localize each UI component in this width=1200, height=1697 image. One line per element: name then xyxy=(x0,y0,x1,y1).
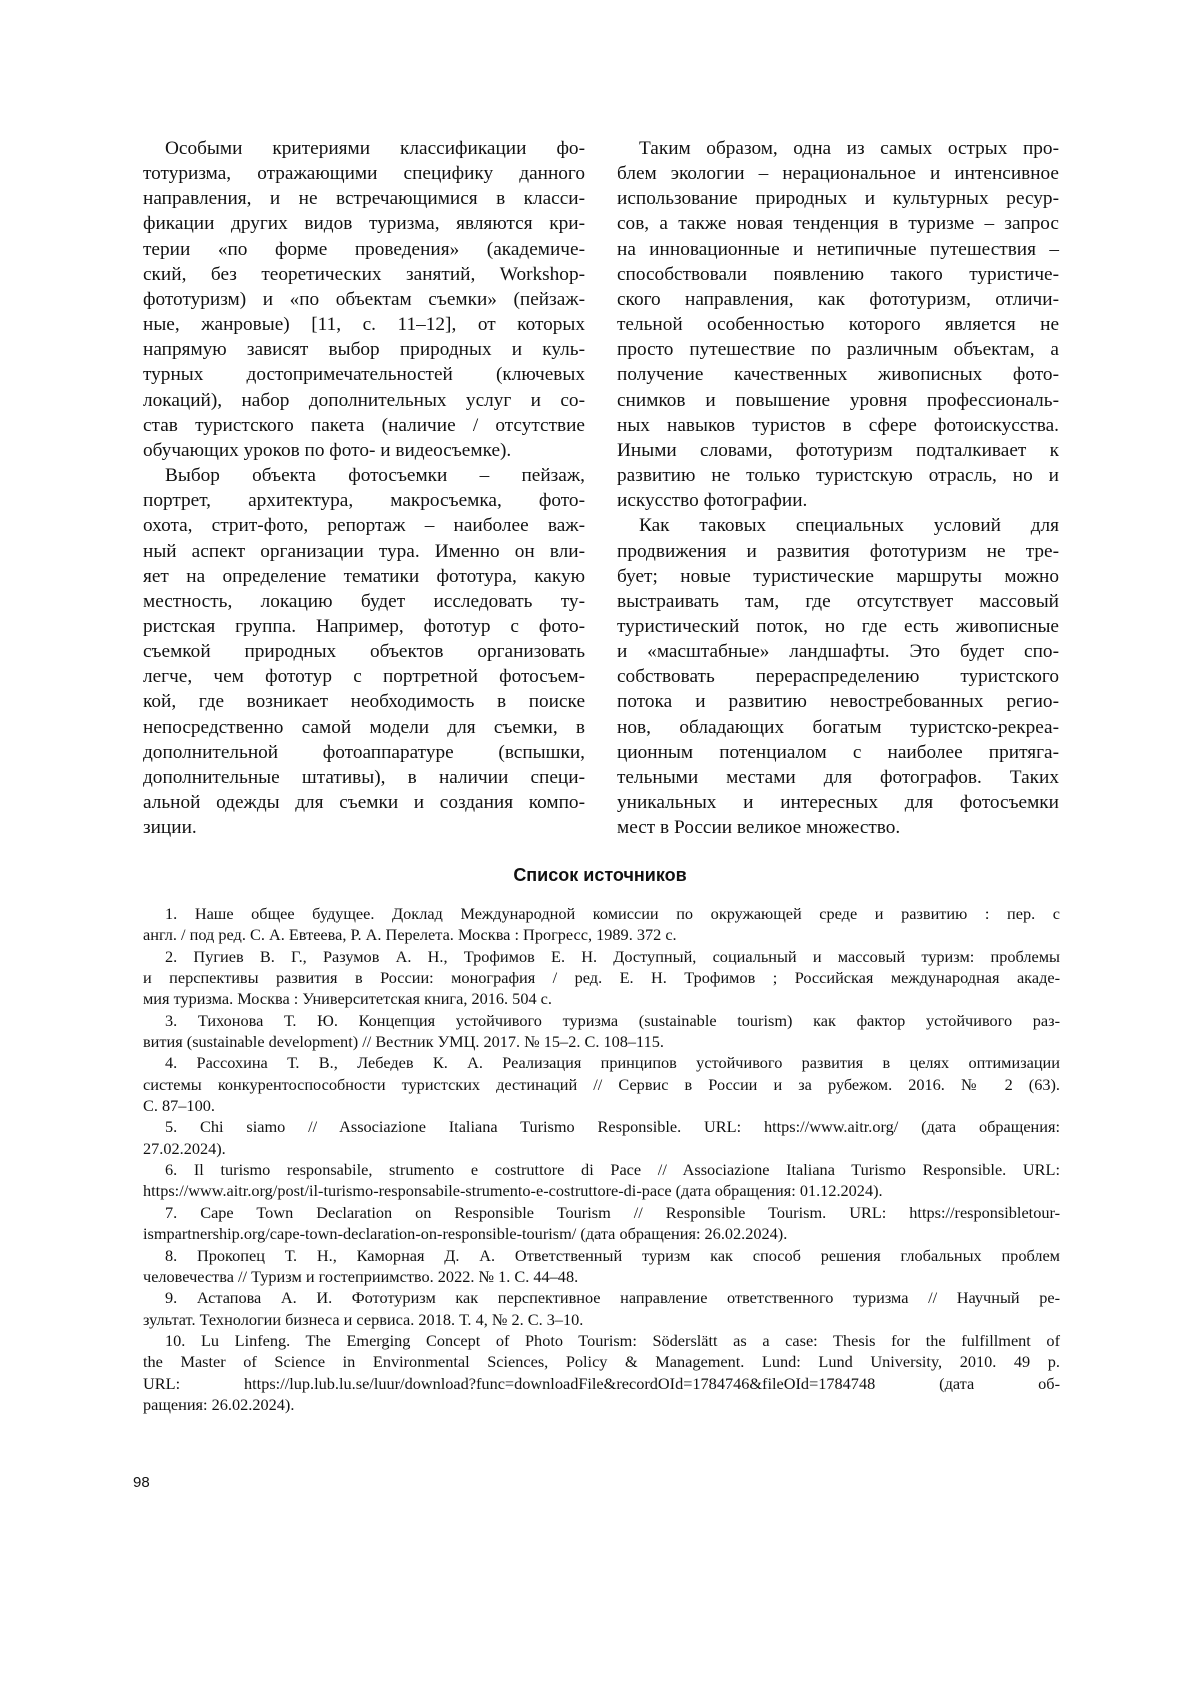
text-line: мия туризма. Москва : Университетская книга, 2016. 504 с. xyxy=(143,988,1060,1009)
text-line: обучающих уроков по фото- и видеосъемке). xyxy=(143,438,585,463)
text-line: англ. / под ред. С. А. Евтеева, Р. А. Перелета. Москва : Прогресс, 1989. 372 с. xyxy=(143,924,1060,945)
text-line: туристический поток, но где есть живописные xyxy=(617,614,1059,639)
text-line: ского направления, как фототуризм, отличи- xyxy=(617,287,1059,312)
text-line: ционным потенциалом с наиболее притяга- xyxy=(617,740,1059,765)
text-line: яет на определение тематики фототура, какую xyxy=(143,564,585,589)
text-line: Особыми критериями классификации фо- xyxy=(143,136,585,161)
reference-item xyxy=(143,1052,1060,1116)
references-list xyxy=(143,903,1060,1415)
text-line: 8. Прокопец Т. Н., Каморная Д. А. Ответственный туризм как способ решения глобальных проблем xyxy=(143,1245,1060,1266)
text-line: ismpartnership.org/cape-town-declaration-on-responsible-tourism/ (дата обращения: 26.02.2024). xyxy=(143,1223,1060,1244)
reference-item xyxy=(143,1010,1060,1053)
text-line: ристская группа. Например, фототур с фото- xyxy=(143,614,585,639)
text-line: зиции. xyxy=(143,815,585,840)
text-line: Как таковых специальных условий для xyxy=(617,513,1059,538)
text-line: собствовать перераспределению туристского xyxy=(617,664,1059,689)
text-line: 27.02.2024). xyxy=(143,1138,1060,1159)
reference-item xyxy=(143,1330,1060,1415)
text-line: системы конкурентоспособности туристских дестинаций // Сервис в России и за рубежом. 2016. № 2 (63). xyxy=(143,1074,1060,1095)
text-line: снимков и повышение уровня профессиональ- xyxy=(617,388,1059,413)
text-line: 9. Астапова А. И. Фототуризм как перспективное направление ответственного туризма // Научный ре- xyxy=(143,1287,1060,1308)
reference-item xyxy=(143,946,1060,1010)
text-line: мест в России великое множество. xyxy=(617,815,1059,840)
text-line: ращения: 26.02.2024). xyxy=(143,1394,1060,1415)
references-heading: Список источников xyxy=(0,865,1200,886)
text-line: ных навыков туристов в сфере фотоискусства. xyxy=(617,413,1059,438)
text-line: легче, чем фототур с портретной фотосъем- xyxy=(143,664,585,689)
text-line: способствовали появлению такого туристиче- xyxy=(617,262,1059,287)
reference-item xyxy=(143,1202,1060,1245)
text-line: вития (sustainable development) // Вестник УМЦ. 2017. № 15–2. С. 108–115. xyxy=(143,1031,1060,1052)
text-line: 10. Lu Linfeng. The Emerging Concept of Photo Tourism: Söderslätt as a case: Thesis for the fulfillment of xyxy=(143,1330,1060,1351)
reference-item xyxy=(143,1287,1060,1330)
text-line: Таким образом, одна из самых острых про- xyxy=(617,136,1059,161)
text-line: ный аспект организации тура. Именно он вли- xyxy=(143,539,585,564)
text-line: 4. Рассохина Т. В., Лебедев К. А. Реализация принципов устойчивого развития в целях оптимизации xyxy=(143,1052,1060,1073)
text-line: URL: https://lup.lub.lu.se/luur/download?func=downloadFile&recordOId=1784746&fileOId=1784748 (дата об- xyxy=(143,1373,1060,1394)
text-line: фикации других видов туризма, являются кри- xyxy=(143,211,585,236)
text-line: дополнительные штативы), в наличии специ- xyxy=(143,765,585,790)
text-line: непосредственно самой модели для съемки, в xyxy=(143,715,585,740)
text-line: кой, где возникает необходимость в поиске xyxy=(143,689,585,714)
reference-item xyxy=(143,1159,1060,1202)
text-line: бует; новые туристические маршруты можно xyxy=(617,564,1059,589)
text-line: 6. Il turismo responsabile, strumento e costruttore di Pace // Associazione Italiana Turismo Responsible. URL: xyxy=(143,1159,1060,1180)
text-line: фототуризм) и «по объектам съемки» (пейзаж- xyxy=(143,287,585,312)
text-line: тотуризма, отражающими специфику данного xyxy=(143,161,585,186)
text-line: 1. Наше общее будущее. Доклад Международной комиссии по окружающей среде и развитию : пер. с xyxy=(143,903,1060,924)
text-line: напрямую зависят выбор природных и куль- xyxy=(143,337,585,362)
text-line: альной одежды для съемки и создания компо- xyxy=(143,790,585,815)
paragraph xyxy=(143,463,585,840)
text-line: 5. Chi siamo // Associazione Italiana Turismo Responsible. URL: https://www.aitr.org/ (дата обращения: xyxy=(143,1116,1060,1137)
page-number: 98 xyxy=(133,1474,150,1491)
text-line: нов, обладающих богатым туристско-рекреа- xyxy=(617,715,1059,740)
text-line: съемкой природных объектов организовать xyxy=(143,639,585,664)
text-line: просто путешествие по различным объектам, а xyxy=(617,337,1059,362)
text-line: локаций), набор дополнительных услуг и со- xyxy=(143,388,585,413)
text-line: развитию не только туристскую отрасль, но и xyxy=(617,463,1059,488)
text-line: потока и развитию невостребованных регио- xyxy=(617,689,1059,714)
text-line: 3. Тихонова Т. Ю. Концепция устойчивого туризма (sustainable tourism) как фактор устойчивого раз- xyxy=(143,1010,1060,1031)
text-line: на инновационные и нетипичные путешествия – xyxy=(617,237,1059,262)
text-line: уникальных и интересных для фотосъемки xyxy=(617,790,1059,815)
paragraph xyxy=(617,513,1059,840)
paragraph xyxy=(143,136,585,463)
text-line: портрет, архитектура, макросъемка, фото- xyxy=(143,488,585,513)
text-line: терии «по форме проведения» (академиче- xyxy=(143,237,585,262)
text-line: став туристского пакета (наличие / отсутствие xyxy=(143,413,585,438)
text-line: сов, а также новая тенденция в туризме – запрос xyxy=(617,211,1059,236)
text-line: человечества // Туризм и гостеприимство. 2022. № 1. С. 44–48. xyxy=(143,1266,1060,1287)
text-line: направления, и не встречающимися в класси- xyxy=(143,186,585,211)
reference-item xyxy=(143,1116,1060,1159)
text-line: дополнительной фотоаппаратуре (вспышки, xyxy=(143,740,585,765)
text-line: и «масштабные» ландшафты. Это будет спо- xyxy=(617,639,1059,664)
text-line: С. 87–100. xyxy=(143,1095,1060,1116)
text-line: ский, без теоретических занятий, Workshop- xyxy=(143,262,585,287)
text-line: местность, локацию будет исследовать ту- xyxy=(143,589,585,614)
left-text-column xyxy=(143,136,585,840)
text-line: тельной особенностью которого является не xyxy=(617,312,1059,337)
text-line: тельными местами для фотографов. Таких xyxy=(617,765,1059,790)
text-line: ные, жанровые) [11, с. 11–12], от которых xyxy=(143,312,585,337)
text-line: турных достопримечательностей (ключевых xyxy=(143,362,585,387)
text-line: Выбор объекта фотосъемки – пейзаж, xyxy=(143,463,585,488)
reference-item xyxy=(143,1245,1060,1288)
text-line: искусство фотографии. xyxy=(617,488,1059,513)
text-line: https://www.aitr.org/post/il-turismo-responsabile-strumento-e-costruttore-di-pace (дата обращения: 01.12.2024). xyxy=(143,1180,1060,1201)
text-line: Иными словами, фототуризм подталкивает к xyxy=(617,438,1059,463)
right-text-column xyxy=(617,136,1059,840)
text-line: выстраивать там, где отсутствует массовый xyxy=(617,589,1059,614)
text-line: the Master of Science in Environmental Sciences, Policy & Management. Lund: Lund University, 2010. 49 p. xyxy=(143,1351,1060,1372)
reference-item xyxy=(143,903,1060,946)
text-line: и перспективы развития в России: монография / ред. Е. Н. Трофимов ; Российская международная акаде- xyxy=(143,967,1060,988)
text-line: 7. Cape Town Declaration on Responsible Tourism // Responsible Tourism. URL: https://responsibletour- xyxy=(143,1202,1060,1223)
text-line: продвижения и развития фототуризм не тре- xyxy=(617,539,1059,564)
text-line: зультат. Технологии бизнеса и сервиса. 2018. Т. 4, № 2. С. 3–10. xyxy=(143,1309,1060,1330)
text-line: получение качественных живописных фото- xyxy=(617,362,1059,387)
text-line: блем экологии – нерациональное и интенсивное xyxy=(617,161,1059,186)
paragraph xyxy=(617,136,1059,513)
text-line: использование природных и культурных ресур- xyxy=(617,186,1059,211)
text-line: охота, стрит-фото, репортаж – наиболее важ- xyxy=(143,513,585,538)
text-line: 2. Пугиев В. Г., Разумов А. Н., Трофимов Е. Н. Доступный, социальный и массовый туризм: проблемы xyxy=(143,946,1060,967)
